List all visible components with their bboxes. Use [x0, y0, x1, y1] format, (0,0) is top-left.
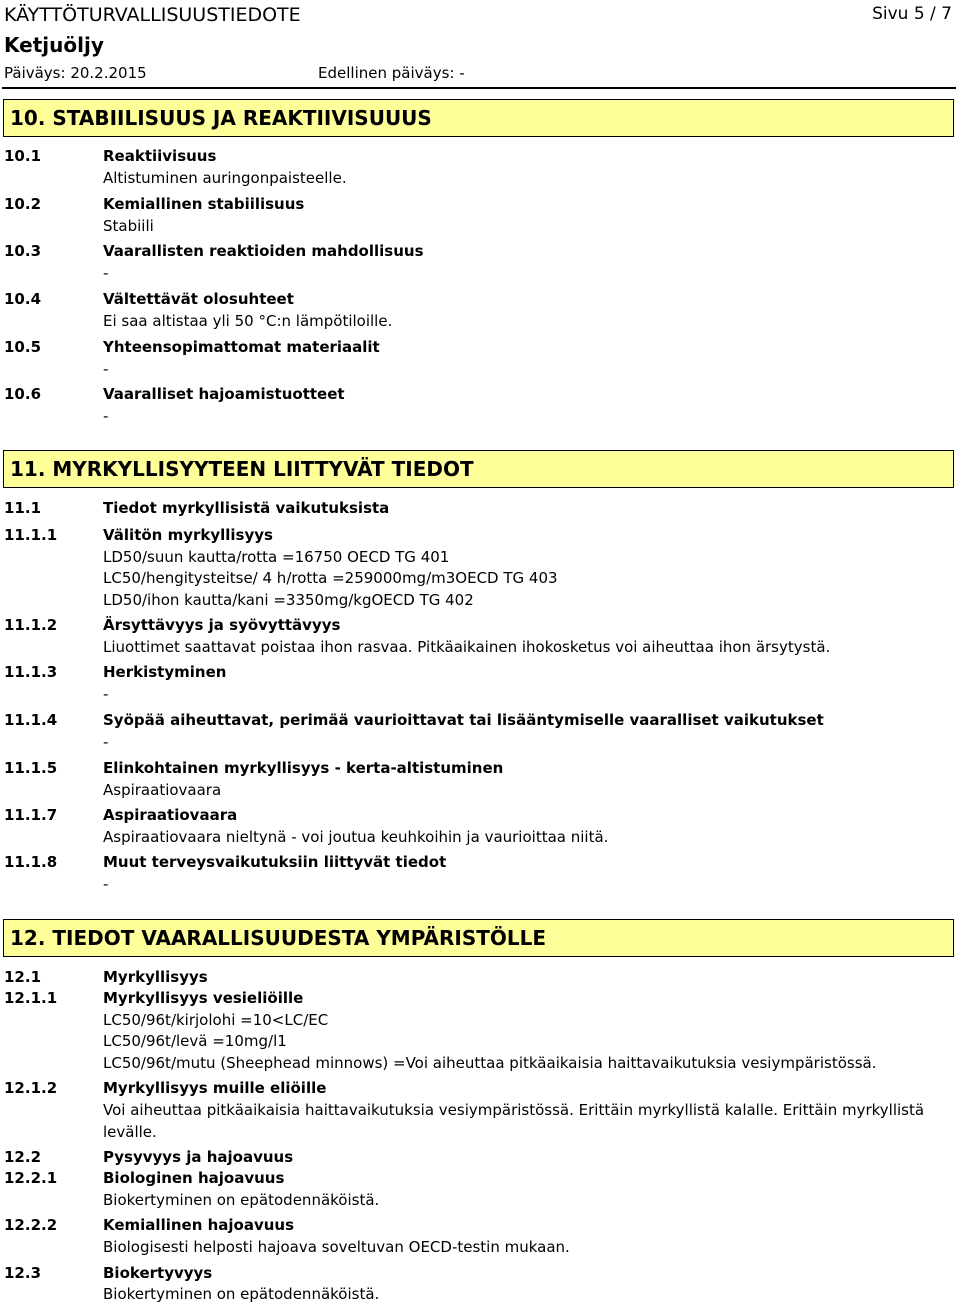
item-11-1-2: [0, 616, 960, 638]
item-10-1: [0, 147, 960, 169]
item-11-1-1: [0, 526, 960, 548]
item-12-3: [0, 1264, 960, 1286]
item-number: 11.1.3: [4, 663, 58, 681]
page-header: [4, 0, 952, 90]
item-title: Yhteensopimattomat materiaalit: [103, 338, 380, 356]
item-title: Kemiallinen stabiilisuus: [103, 195, 305, 213]
item-11-1-8: [0, 853, 960, 875]
section-12-heading: 12. TIEDOT VAARALLISUUDESTA YMPÄRISTÖLLE: [3, 919, 954, 957]
item-text: -: [103, 875, 109, 893]
item-text: Biokertyminen on epätodennäköistä.: [103, 1191, 380, 1209]
item-title: Vältettävät olosuhteet: [103, 290, 294, 308]
item-title: Vaarallisten reaktioiden mahdollisuus: [103, 242, 424, 260]
item-number: 10.3: [4, 242, 42, 260]
item-title: Tiedot myrkyllisistä vaikutuksista: [103, 499, 390, 517]
document-type: KÄYTTÖTURVALLISUUSTIEDOTE: [4, 4, 301, 26]
item-12-2: [0, 1148, 960, 1170]
item-number: 11.1.8: [4, 853, 58, 871]
item-text-line: LC50/hengitysteitse/ 4 h/rotta =259000mg/m3OECD TG 403: [103, 569, 558, 587]
item-text-line: LC50/96t/mutu (Sheephead minnows) =Voi aiheuttaa pitkäaikaisia haittavaikutuksia vesiympäristössä.: [103, 1054, 877, 1072]
item-text: Aspiraatiovaara nieltynä - voi joutua keuhkoihin ja vaurioittaa niitä.: [103, 828, 609, 846]
item-number: 11.1.7: [4, 806, 58, 824]
item-text: -: [103, 685, 109, 703]
item-text: Altistuminen auringonpaisteelle.: [103, 169, 347, 187]
item-number: 11.1.4: [4, 711, 58, 729]
item-text-line: LD50/ihon kautta/kani =3350mg/kgOECD TG 402: [103, 591, 474, 609]
item-10-4: [0, 290, 960, 312]
item-title: Pysyvyys ja hajoavuus: [103, 1148, 294, 1166]
item-title: Myrkyllisyys muille eliöille: [103, 1079, 327, 1097]
item-text: -: [103, 264, 109, 282]
item-title: Elinkohtainen myrkyllisyys - kerta-altistuminen: [103, 759, 504, 777]
item-number: 12.2: [4, 1148, 42, 1166]
item-11-1-4: [0, 711, 960, 733]
item-11-1: [0, 499, 960, 521]
item-text: -: [103, 733, 109, 751]
item-12-1: [0, 968, 960, 990]
item-title: Syöpää aiheuttavat, perimää vaurioittavat tai lisääntymiselle vaaralliset vaikutukset: [103, 711, 824, 729]
item-11-1-3: [0, 663, 960, 685]
item-title: Biologinen hajoavuus: [103, 1169, 285, 1187]
item-text: Stabiili: [103, 217, 154, 235]
item-text: Liuottimet saattavat poistaa ihon rasvaa. Pitkäaikainen ihokosketus voi aiheuttaa ihon ärsytystä.: [103, 638, 831, 656]
item-number: 10.5: [4, 338, 42, 356]
item-title: Vaaralliset hajoamistuotteet: [103, 385, 345, 403]
item-12-2-2: [0, 1216, 960, 1238]
item-number: 10.1: [4, 147, 42, 165]
item-10-6: [0, 385, 960, 407]
previous-date: Edellinen päiväys: -: [318, 64, 465, 82]
item-text: Ei saa altistaa yli 50 °C:n lämpötiloille.: [103, 312, 393, 330]
issue-date: Päiväys: 20.2.2015: [4, 64, 147, 82]
item-number: 10.6: [4, 385, 42, 403]
item-number: 12.3: [4, 1264, 42, 1282]
item-number: 10.2: [4, 195, 42, 213]
item-title: Reaktiivisuus: [103, 147, 217, 165]
item-12-1-1: [0, 989, 960, 1011]
item-text: -: [103, 360, 109, 378]
item-11-1-5: [0, 759, 960, 781]
item-text: -: [103, 407, 109, 425]
item-title: Myrkyllisyys: [103, 968, 208, 986]
item-12-1-2: [0, 1079, 960, 1101]
item-number: 12.1: [4, 968, 42, 986]
item-10-2: [0, 195, 960, 217]
item-title: Muut terveysvaikutuksiin liittyvät tiedot: [103, 853, 447, 871]
item-number: 12.1.1: [4, 989, 58, 1007]
item-title: Kemiallinen hajoavuus: [103, 1216, 295, 1234]
item-title: Aspiraatiovaara: [103, 806, 238, 824]
item-number: 11.1.2: [4, 616, 58, 634]
header-divider: [2, 87, 956, 89]
item-title: Myrkyllisyys vesieliöille: [103, 989, 304, 1007]
item-number: 10.4: [4, 290, 42, 308]
item-number: 12.1.2: [4, 1079, 58, 1097]
item-text-line: LD50/suun kautta/rotta =16750 OECD TG 401: [103, 548, 450, 566]
item-number: 12.2.1: [4, 1169, 58, 1187]
section-11-heading: 11. MYRKYLLISYYTEEN LIITTYVÄT TIEDOT: [3, 450, 954, 488]
item-number: 12.2.2: [4, 1216, 58, 1234]
item-10-5: [0, 338, 960, 360]
section-10-heading: 10. STABIILISUUS JA REAKTIIVISUUUS: [3, 99, 954, 137]
item-text: Biologisesti helposti hajoava soveltuvan OECD-testin mukaan.: [103, 1238, 570, 1256]
item-number: 11.1.5: [4, 759, 58, 777]
item-title: Herkistyminen: [103, 663, 227, 681]
item-title: Biokertyvyys: [103, 1264, 213, 1282]
item-text-line: LC50/96t/kirjolohi =10<LC/EC: [103, 1011, 329, 1029]
product-name: Ketjuöljy: [4, 33, 104, 57]
page-number: Sivu 5 / 7: [872, 4, 952, 24]
item-text: Biokertyminen on epätodennäköistä.: [103, 1285, 380, 1303]
item-text: Voi aiheuttaa pitkäaikaisia haittavaikutuksia vesiympäristössä. Erittäin myrkyllistä kalalle. Erittäin myrkyllistä levälle.: [103, 1101, 925, 1141]
item-number: 11.1.1: [4, 526, 58, 544]
item-10-3: [0, 242, 960, 264]
item-title: Ärsyttävyys ja syövyttävyys: [103, 616, 341, 634]
item-12-2-1: [0, 1169, 960, 1191]
item-title: Välitön myrkyllisyys: [103, 526, 273, 544]
item-text-line: LC50/96t/levä =10mg/l1: [103, 1032, 287, 1050]
item-number: 11.1: [4, 499, 42, 517]
item-11-1-7: [0, 806, 960, 828]
item-text: Aspiraatiovaara: [103, 781, 222, 799]
